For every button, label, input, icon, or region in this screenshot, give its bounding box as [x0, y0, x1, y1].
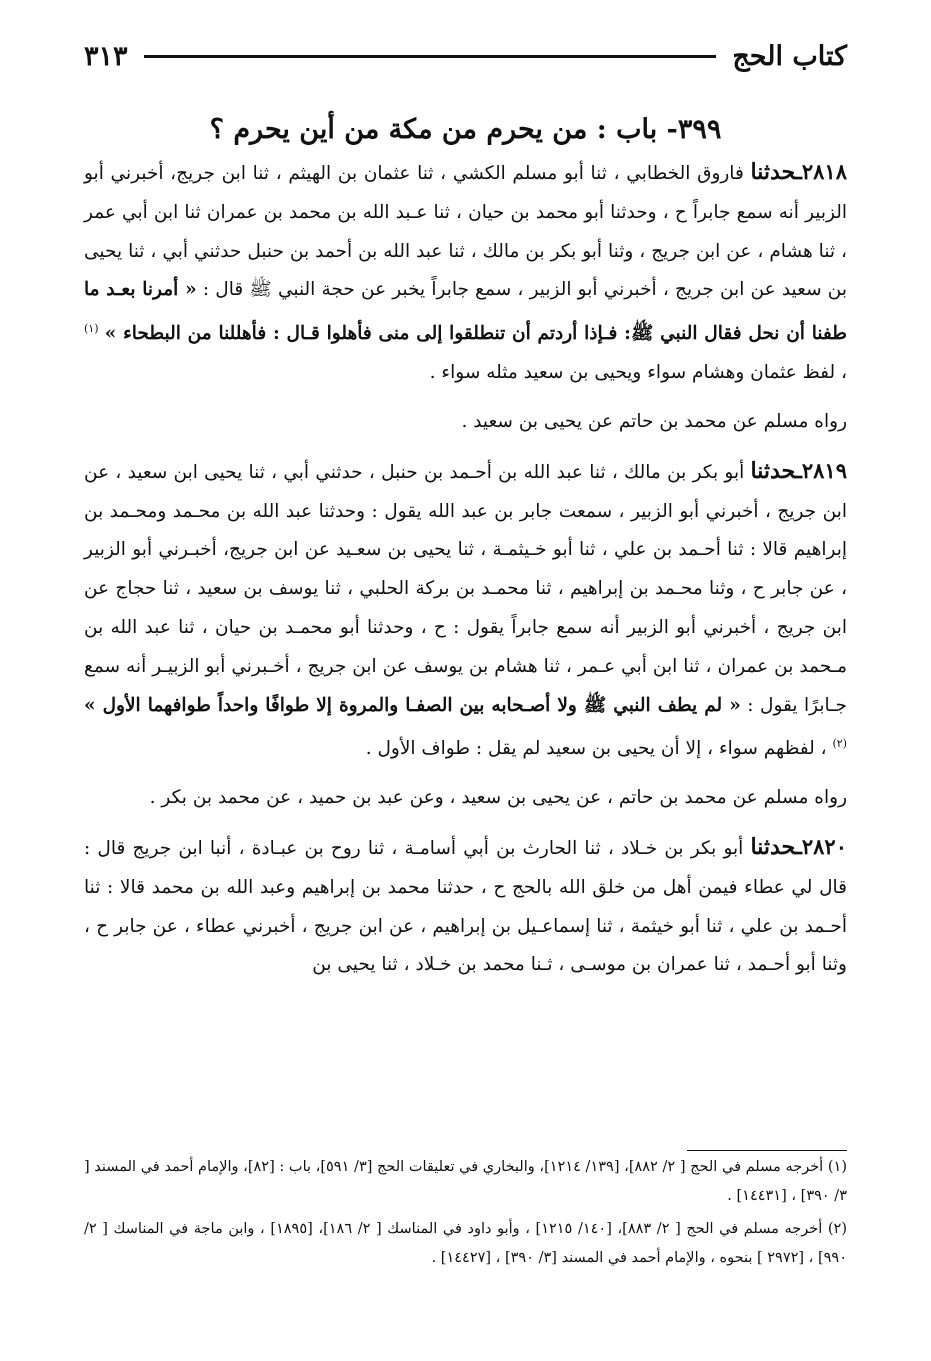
- hadith-matn: « لم يطف النبي ﷺ ولا أصـحابه بين الصفـا والمروة إلا طوافًا واحداً طوافهما الأول »: [84, 694, 741, 716]
- narration-2819: رواه مسلم عن محمد بن حاتم ، عن يحيى بن سعيد ، وعن عبد بن حميد ، عن محمد بن بكر .: [149, 787, 847, 809]
- footnote-1: (١) أخرجه مسلم في الحج [ ٢/ ٨٨٢]، [١٣٩/ ١٢١٤]، والبخاري في تعليقات الحج [٣/ ٥٩١]، باب : [٨٢]، والإمام أحمد في المسند [ ٣/ ٣٩٠] ، [١٤٤٣١] .: [84, 1159, 847, 1204]
- hadith-number: ٢٨٢٠ـ: [795, 834, 847, 860]
- footnote-rule: [687, 1150, 847, 1151]
- hadith-opener: حدثنا: [750, 834, 796, 861]
- footnote-ref: (٢): [832, 737, 847, 751]
- hadith-matn: « أمرنا بعـد ما طفنا أن نحل فقال النبي ﷺ: فـإذا أردتم أن تنطلقوا إلى منى فأهلوا قـال : فأهللنا من البطحاء »: [84, 279, 848, 345]
- hadith-chain: فاروق الخطابي ، ثنا أبو مسلم الكشي ، ثنا عثمان بن الهيثم ، ثنا ابن جريج، أخبرني أبو الزبير أنه سمع جابراً ح ، وحدثنا أبو محمد بن حيان ، ثنا عـبد الله بن محمد بن عمران ثنا ابن أبي عمر ، ثنا هشام ، عن ابن جريج ، وثنا أبو بكر بن مالك ، ثنا عبد الله بن أحمد بن حنبل حدثني أبي ، ثنا يحيى بن سعيد عن ابن جريج ، أخبرني أبو الزبير ، سمع جابراً يخبر عن حجة النبي ﷺ قال :: [84, 163, 847, 301]
- header-rule: [144, 55, 717, 58]
- hadith-note: ، لفظهم سواء ، إلا أن يحيى بن سعيد لم يقل : طواف الأول .: [365, 738, 827, 760]
- hadith-2818: [84, 153, 847, 393]
- book-title: كتاب الحج: [732, 40, 847, 72]
- hadith-2820: [84, 828, 847, 985]
- hadith-number: ٢٨١٩ـ: [795, 457, 847, 483]
- footnote-2: (٢) أخرجه مسلم في الحج [ ٢/ ٨٨٣]، [١٤٠/ ١٢١٥] ، وأبو داود في المناسك [ ٢/ ١٨٦]، [١٨٩٥] ، وابن ماجة في المناسك [ ٢/ ٩٩٠] ، [٢٩٧٢ ] بنحوه ، والإمام أحمد في المسند [٣/ ٣٩٠] ، [١٤٤٢٧] .: [84, 1221, 847, 1266]
- hadith-opener: حدثنا: [750, 159, 796, 185]
- chapter-heading: ٣٩٩- باب : من يحرم من مكة من أين يحرم ؟: [209, 114, 722, 145]
- hadith-number: ٢٨١٨ـ: [795, 159, 847, 184]
- hadith-chain: أبو بكر بن مالك ، ثنا عبد الله بن أحـمد بن حنبل ، حدثني أبي ، ثنا يحيى ابن سعيد ، عن ابن جريج ، أخبرني أبو الزبير ، سمعت جابر بن عبد الله يقول : وحدثنا عبد الله بن محـمد ومحـمد بن إبراهيم قالا : ثنا أحـمد بن علي ، ثنا أبو خـيثمـة ، ثنا يحيى بن سعـيد عن ابن جريج، أخبـرني أبو الزبير ، عن جابر ح ، وثنا محـمد بن إبراهيم ، ثنا محمـد بن بركة الحلبي ، ثنا يوسف بن سعيد ، ثنا حجاج عن ابن جريج ، أخبرني أبو الزبير أنه سمع جابراً يقول : ح ، وحدثنا أبو محمـد بن حيان ، ثنا عبد الله بن مـحمد بن عمران ، ثنا ابن أبي عـمر ، ثنا هشام بن يوسف عن ابن جريج ، أخـبرني أبو الزبيـر أنه سمع جـابرًا يقول :: [84, 461, 847, 716]
- main-text: [84, 153, 847, 985]
- hadith-2819: [84, 452, 847, 770]
- hadith-opener: حدثنا: [750, 457, 796, 484]
- footnote-ref: (١): [84, 322, 99, 336]
- running-header: [84, 36, 847, 76]
- hadith-chain: أبو بكر بن خـلاد ، ثنا الحارث بن أبي أسامـة ، ثنا روح بن عبـادة ، أنبا ابن جريج قال : قال لي عطاء فيمن أهل من خلق الله بالحج ح ، حدثنا محمد بن إبراهيم وعبد الله بن محمد قالا : ثنا أحـمد بن علي ، ثنا أبو خيثمة ، ثنا إسماعـيل بن إبراهيم ، عن ابن جريج ، أخبرني عطاء ، عن جابر ح ، وثنا أبو أحـمد ، ثنا عمران بن موسـى ، ثـنا محمد بن خـلاد ، ثنا يحيى بن: [84, 838, 847, 976]
- page-number: ٣١٣: [84, 40, 128, 72]
- hadith-note: ، لفظ عثمان وهشام سواء ويحيى بن سعيد مثله سواء .: [429, 362, 847, 384]
- footnotes: [84, 1150, 847, 1273]
- narration-2818: رواه مسلم عن محمد بن حاتم عن يحيى بن سعيد .: [461, 410, 847, 432]
